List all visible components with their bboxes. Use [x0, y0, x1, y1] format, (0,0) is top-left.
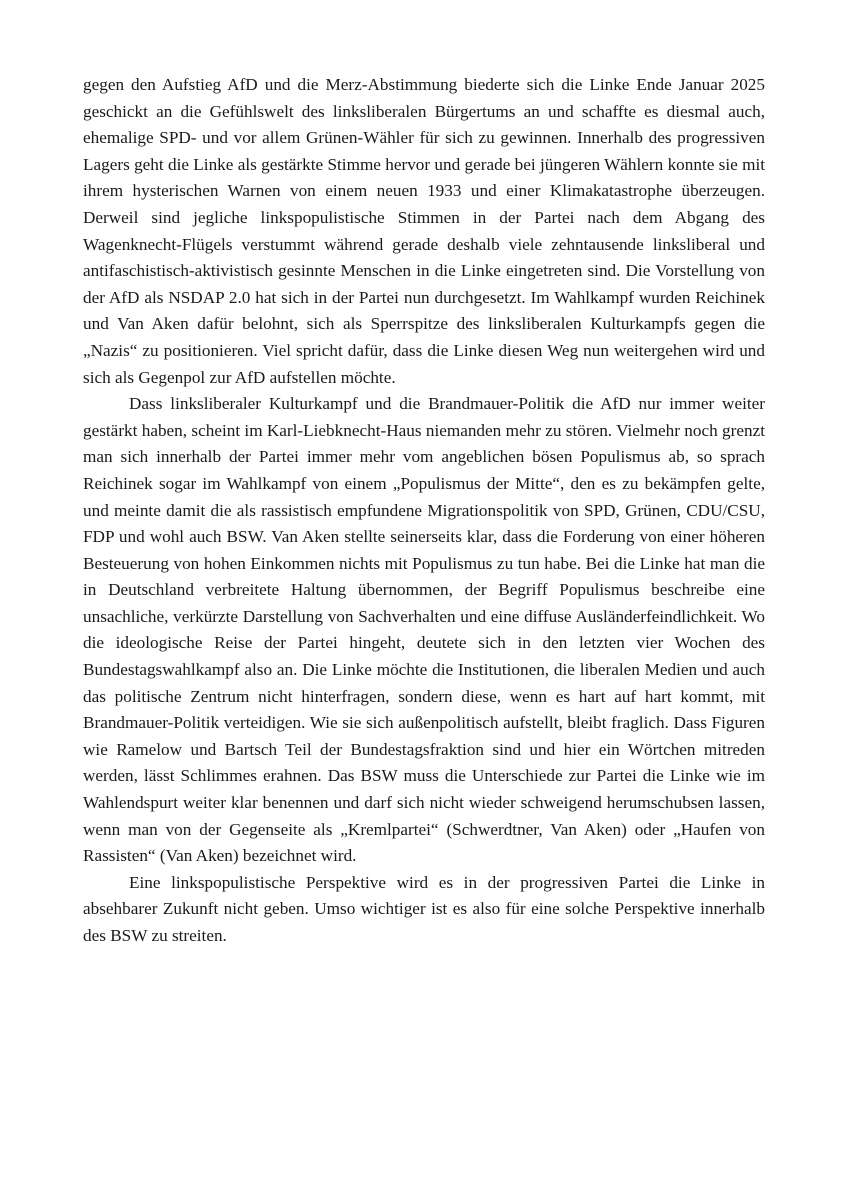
document-page	[83, 72, 765, 950]
paragraph-2: Dass linksliberaler Kulturkampf und die Brandmauer-Politik die AfD nur immer weiter gestärkt haben, scheint im Karl-Liebknecht-Haus niemanden mehr zu stören. Vielmehr noch grenzt man sich innerhalb der Partei immer mehr vom angeblichen bösen Populismus ab, so sprach Reichinek sogar im Wahlkampf von einem „Populismus der Mitte“, den es zu bekämpfen gelte, und meinte damit die als rassistisch empfundene Migrationspolitik von SPD, Grünen, CDU/CSU, FDP und wohl auch BSW. Van Aken stellte seinerseits klar, dass die Forderung von einer höheren Besteuerung von hohen Einkommen nichts mit Populismus zu tun habe. Bei die Linke hat man die in Deutschland verbreitete Haltung übernommen, der Begriff Populismus beschreibe eine unsachliche, verkürzte Darstellung von Sachverhalten und eine diffuse Ausländerfeindlichkeit. Wo die ideologische Reise der Partei hingeht, deutete sich in den letzten vier Wochen des Bundestagswahlkampf also an. Die Linke möchte die Institutionen, die liberalen Medien und auch das politische Zentrum nicht hinterfragen, sondern diese, wenn es hart auf hart kommt, mit Brandmauer-Politik verteidigen. Wie sie sich außenpolitisch aufstellt, bleibt fraglich. Dass Figuren wie Ramelow und Bartsch Teil der Bundestagsfraktion sind und hier ein Wörtchen mitreden werden, lässt Schlimmes erahnen. Das BSW muss die Unterschiede zur Partei die Linke wie im Wahlendspurt weiter klar benennen und darf sich nicht wieder schweigend herumschubsen lassen, wenn man von der Gegenseite als „Kremlpartei“ (Schwerdtner, Van Aken) oder „Haufen von Rassisten“ (Van Aken) bezeichnet wird.	[83, 394, 765, 866]
paragraph-1: gegen den Aufstieg AfD und die Merz-Abstimmung biederte sich die Linke Ende Januar 2025 geschickt an die Gefühlswelt des linksliberalen Bürgertums an und schaffte es diesmal auch, ehemalige SPD- und vor allem Grünen-Wähler für sich zu gewinnen. Innerhalb des progressiven Lagers geht die Linke als gestärkte Stimme hervor und gerade bei jüngeren Wählern konnte sie mit ihrem hysterischen Warnen von einem neuen 1933 und einer Klimakatastrophe überzeugen. Derweil sind jegliche linkspopulistische Stimmen in der Partei nach dem Abgang des Wagenknecht-Flügels verstummt während gerade deshalb viele zehntausende linksliberal und antifaschistisch-aktivistisch gesinnte Menschen in die Linke eingetreten sind. Die Vorstellung von der AfD als NSDAP 2.0 hat sich in der Partei nun durchgesetzt. Im Wahlkampf wurden Reichinek und Van Aken dafür belohnt, sich als Sperrspitze des linksliberalen Kulturkampfs gegen die „Nazis“ zu positionieren. Viel spricht dafür, dass die Linke diesen Weg nun weitergehen wird und sich als Gegenpol zur AfD aufstellen möchte.	[83, 75, 765, 387]
paragraph-3: Eine linkspopulistische Perspektive wird es in der progressiven Partei die Linke in absehbarer Zukunft nicht geben. Umso wichtiger ist es also für eine solche Perspektive innerhalb des BSW zu streiten.	[83, 872, 765, 945]
